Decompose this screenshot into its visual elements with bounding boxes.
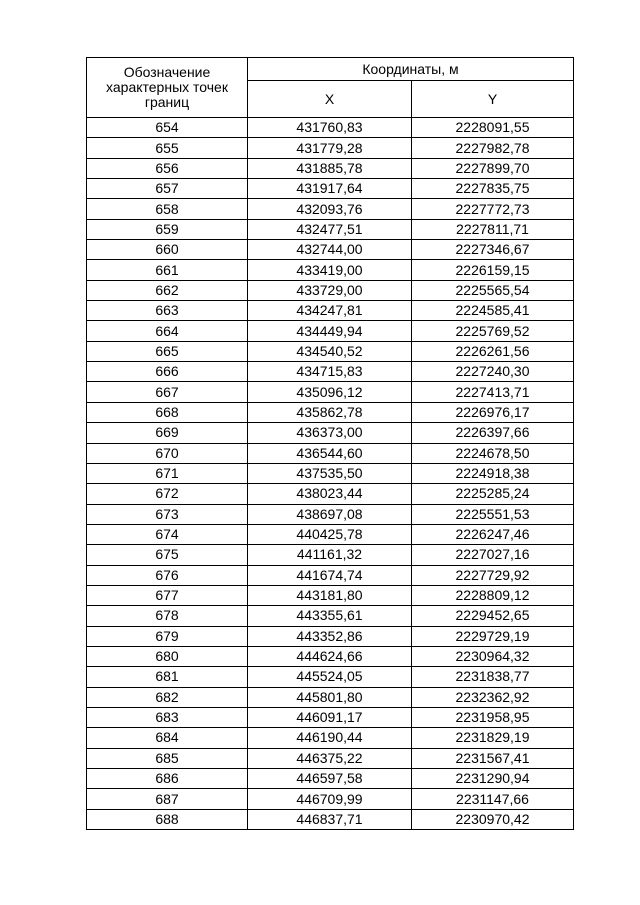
y-coordinate-cell: 2231147,66	[412, 789, 574, 809]
x-coordinate-cell: 443181,80	[248, 585, 412, 605]
y-coordinate-cell: 2229729,19	[412, 626, 574, 646]
table-row	[87, 585, 574, 605]
x-coordinate-cell: 446709,99	[248, 789, 412, 809]
table-row	[87, 280, 574, 300]
table-row	[87, 260, 574, 280]
x-coordinate-cell: 441161,32	[248, 545, 412, 565]
y-coordinate-cell: 2225769,52	[412, 321, 574, 341]
point-number-cell: 657	[87, 179, 248, 199]
x-coordinate-cell: 437535,50	[248, 463, 412, 483]
x-coordinate-cell: 443352,86	[248, 626, 412, 646]
y-coordinate-cell: 2231567,41	[412, 748, 574, 768]
x-coordinate-cell: 431885,78	[248, 158, 412, 178]
x-coordinate-cell: 445524,05	[248, 667, 412, 687]
y-coordinate-cell: 2229452,65	[412, 606, 574, 626]
y-coordinate-cell: 2231838,77	[412, 667, 574, 687]
table-row	[87, 443, 574, 463]
table-row	[87, 179, 574, 199]
y-coordinate-cell: 2225565,54	[412, 280, 574, 300]
table-row	[87, 301, 574, 321]
table-header	[87, 58, 574, 118]
table-row	[87, 707, 574, 727]
point-number-cell: 679	[87, 626, 248, 646]
x-coordinate-cell: 434540,52	[248, 341, 412, 361]
point-number-cell: 686	[87, 769, 248, 789]
table-row	[87, 341, 574, 361]
y-coordinate-cell: 2230964,32	[412, 646, 574, 666]
y-coordinate-cell: 2226247,46	[412, 524, 574, 544]
x-coordinate-cell: 438023,44	[248, 484, 412, 504]
x-coordinate-cell: 446597,58	[248, 769, 412, 789]
y-coordinate-cell: 2227982,78	[412, 138, 574, 158]
y-coordinate-cell: 2227413,71	[412, 382, 574, 402]
y-coordinate-cell: 2232362,92	[412, 687, 574, 707]
table-row	[87, 626, 574, 646]
y-column-header: Y	[412, 81, 574, 118]
point-number-cell: 681	[87, 667, 248, 687]
x-coordinate-cell: 434449,94	[248, 321, 412, 341]
x-coordinate-cell: 446190,44	[248, 728, 412, 748]
point-number-cell: 659	[87, 219, 248, 239]
table-row	[87, 565, 574, 585]
table-row	[87, 199, 574, 219]
x-column-header: X	[248, 81, 412, 118]
point-number-cell: 665	[87, 341, 248, 361]
point-number-cell: 676	[87, 565, 248, 585]
table-row	[87, 769, 574, 789]
y-coordinate-cell: 2227729,92	[412, 565, 574, 585]
y-coordinate-cell: 2228091,55	[412, 118, 574, 138]
x-coordinate-cell: 443355,61	[248, 606, 412, 626]
x-coordinate-cell: 431760,83	[248, 118, 412, 138]
x-coordinate-cell: 445801,80	[248, 687, 412, 707]
point-number-cell: 682	[87, 687, 248, 707]
point-number-cell: 680	[87, 646, 248, 666]
x-coordinate-cell: 440425,78	[248, 524, 412, 544]
y-coordinate-cell: 2226261,56	[412, 341, 574, 361]
point-number-cell: 661	[87, 260, 248, 280]
y-coordinate-cell: 2226397,66	[412, 423, 574, 443]
table-body	[87, 118, 574, 830]
x-coordinate-cell: 432477,51	[248, 219, 412, 239]
x-coordinate-cell: 436544,60	[248, 443, 412, 463]
x-coordinate-cell: 434247,81	[248, 301, 412, 321]
x-coordinate-cell: 441674,74	[248, 565, 412, 585]
point-number-cell: 662	[87, 280, 248, 300]
y-coordinate-cell: 2227899,70	[412, 158, 574, 178]
y-coordinate-cell: 2224678,50	[412, 443, 574, 463]
y-coordinate-cell: 2227772,73	[412, 199, 574, 219]
x-coordinate-cell: 446837,71	[248, 809, 412, 829]
y-coordinate-cell: 2225285,24	[412, 484, 574, 504]
point-number-cell: 688	[87, 809, 248, 829]
table-row	[87, 748, 574, 768]
point-number-cell: 666	[87, 362, 248, 382]
point-number-cell: 655	[87, 138, 248, 158]
table-row	[87, 423, 574, 443]
coordinates-header: Координаты, м	[248, 58, 574, 81]
y-coordinate-cell: 2225551,53	[412, 504, 574, 524]
point-number-cell: 658	[87, 199, 248, 219]
table-row	[87, 545, 574, 565]
point-number-cell: 654	[87, 118, 248, 138]
x-coordinate-cell: 433419,00	[248, 260, 412, 280]
table-row	[87, 687, 574, 707]
x-coordinate-cell: 444624,66	[248, 646, 412, 666]
x-coordinate-cell: 431779,28	[248, 138, 412, 158]
y-coordinate-cell: 2227346,67	[412, 240, 574, 260]
point-number-cell: 675	[87, 545, 248, 565]
table-row	[87, 667, 574, 687]
y-coordinate-cell: 2228809,12	[412, 585, 574, 605]
point-number-cell: 664	[87, 321, 248, 341]
table-row	[87, 524, 574, 544]
x-coordinate-cell: 432744,00	[248, 240, 412, 260]
table-row	[87, 240, 574, 260]
table-row	[87, 219, 574, 239]
x-coordinate-cell: 431917,64	[248, 179, 412, 199]
point-number-cell: 672	[87, 484, 248, 504]
y-coordinate-cell: 2227835,75	[412, 179, 574, 199]
point-number-cell: 673	[87, 504, 248, 524]
point-designation-header: Обозначение характерных точек границ	[87, 58, 248, 118]
table-row	[87, 158, 574, 178]
y-coordinate-cell: 2231958,95	[412, 707, 574, 727]
x-coordinate-cell: 433729,00	[248, 280, 412, 300]
y-coordinate-cell: 2231829,19	[412, 728, 574, 748]
point-number-cell: 668	[87, 402, 248, 422]
x-coordinate-cell: 436373,00	[248, 423, 412, 443]
x-coordinate-cell: 446375,22	[248, 748, 412, 768]
point-number-cell: 670	[87, 443, 248, 463]
y-coordinate-cell: 2224918,38	[412, 463, 574, 483]
point-number-cell: 663	[87, 301, 248, 321]
y-coordinate-cell: 2227811,71	[412, 219, 574, 239]
y-coordinate-cell: 2231290,94	[412, 769, 574, 789]
point-number-cell: 656	[87, 158, 248, 178]
coordinates-table	[86, 57, 574, 830]
point-number-cell: 685	[87, 748, 248, 768]
x-coordinate-cell: 435096,12	[248, 382, 412, 402]
point-number-cell: 669	[87, 423, 248, 443]
table-row	[87, 789, 574, 809]
point-number-cell: 660	[87, 240, 248, 260]
table-row	[87, 728, 574, 748]
table-row	[87, 504, 574, 524]
y-coordinate-cell: 2226159,15	[412, 260, 574, 280]
x-coordinate-cell: 434715,83	[248, 362, 412, 382]
point-number-cell: 677	[87, 585, 248, 605]
table-row	[87, 321, 574, 341]
table-row	[87, 362, 574, 382]
point-number-cell: 684	[87, 728, 248, 748]
point-number-cell: 687	[87, 789, 248, 809]
y-coordinate-cell: 2227027,16	[412, 545, 574, 565]
table-row	[87, 463, 574, 483]
x-coordinate-cell: 432093,76	[248, 199, 412, 219]
x-coordinate-cell: 446091,17	[248, 707, 412, 727]
document-page	[86, 57, 573, 830]
y-coordinate-cell: 2224585,41	[412, 301, 574, 321]
point-number-cell: 667	[87, 382, 248, 402]
x-coordinate-cell: 435862,78	[248, 402, 412, 422]
y-coordinate-cell: 2230970,42	[412, 809, 574, 829]
point-number-cell: 683	[87, 707, 248, 727]
table-row	[87, 118, 574, 138]
table-row	[87, 402, 574, 422]
point-number-cell: 671	[87, 463, 248, 483]
point-number-cell: 674	[87, 524, 248, 544]
y-coordinate-cell: 2227240,30	[412, 362, 574, 382]
table-row	[87, 138, 574, 158]
table-row	[87, 484, 574, 504]
table-row	[87, 646, 574, 666]
point-number-cell: 678	[87, 606, 248, 626]
table-row	[87, 382, 574, 402]
table-row	[87, 809, 574, 829]
table-row	[87, 606, 574, 626]
y-coordinate-cell: 2226976,17	[412, 402, 574, 422]
x-coordinate-cell: 438697,08	[248, 504, 412, 524]
